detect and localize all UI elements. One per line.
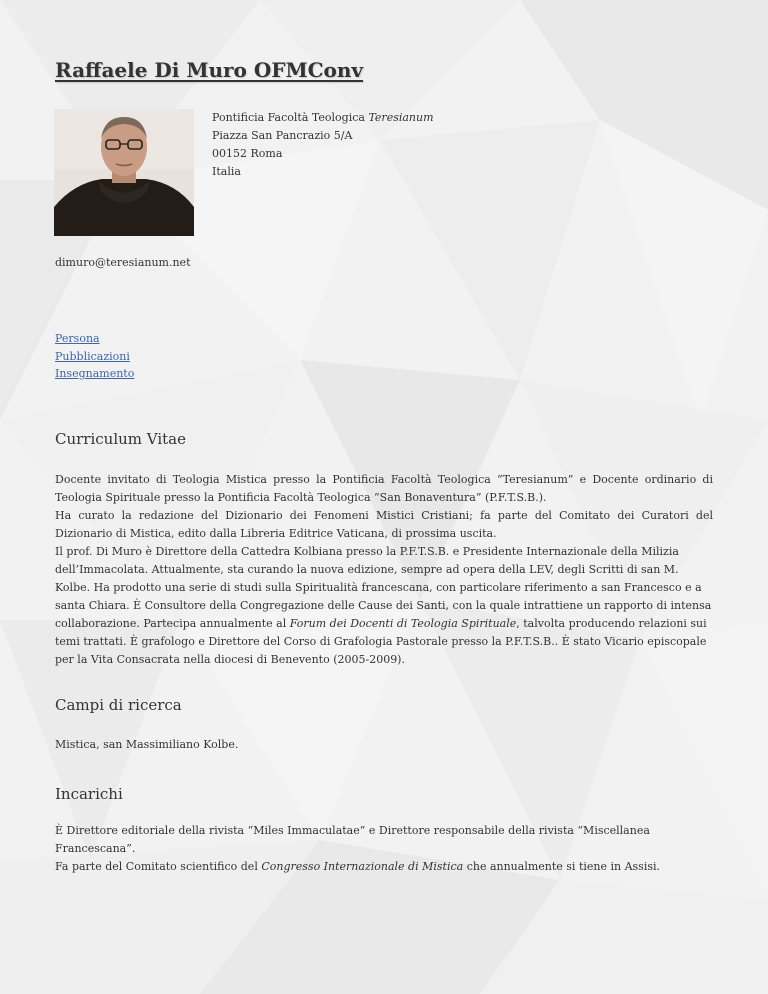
- cv-paragraph-1: Docente invitato di Teologia Mistica presso la Pontificia Facoltà Teologica “Teresianum” e Docente ordinario di Teologia Spirituale presso la Pontificia Facoltà Teologica “San Bonaventura” (P.F.T.S.B.).: [55, 473, 713, 504]
- profile-photo: [54, 109, 194, 236]
- cv-paragraph-3: Il prof. Di Muro è Direttore della Cattedra Kolbiana presso la P.F.T.S.B. e Presidente Internazionale della Milizia dell’Immacolata. Attualmente, sta curando la nuova edizione, sempre ad opera della LEV, degli Scritti di san M. Kolbe. Ha prodotto una serie di studi sulla Spiritualità francescana, con particolare riferimento a san Francesco e a santa Chiara. È Consultore della Congregazione delle Cause dei Santi, con la quale intrattiene un rapporto di intensa collaborazione. Partecipa annualmente al Forum dei Docenti di Teologia Spirituale, talvolta producendo relazioni sui temi trattati. È grafologo e Direttore del Corso di Grafologia Pastorale presso la P.F.T.S.B.. È stato Vicario episcopale per la Vita Consacrata nella diocesi di Benevento (2005-2009).: [55, 545, 712, 666]
- institution-name: Teresianum: [368, 111, 434, 124]
- city-line: 00152 Roma: [212, 147, 283, 160]
- page-title: Raffaele Di Muro OFMConv: [55, 58, 364, 82]
- roles-paragraph-2: Fa parte del Comitato scientifico del Congresso Internazionale di Mistica che annualmente si tiene in Assisi.: [55, 860, 660, 873]
- cv-text: [55, 471, 713, 669]
- institution-line: Pontificia Facoltà Teologica Teresianum: [212, 111, 434, 124]
- research-paragraph: Mistica, san Massimiliano Kolbe.: [55, 738, 239, 751]
- street-line: Piazza San Pancrazio 5/A: [212, 129, 353, 142]
- congress-title: Congresso Internazionale di Mistica: [261, 860, 464, 873]
- roles-paragraph-1: È Direttore editoriale della rivista “Miles Immaculatae” e Direttore responsabile della rivista “Miscellanea Francescana”.: [55, 824, 650, 855]
- research-text: [55, 736, 713, 754]
- section-title-roles: Incarichi: [55, 785, 123, 803]
- contact-address: [212, 109, 434, 181]
- forum-title: Forum dei Docenti di Teologia Spirituale: [289, 617, 517, 630]
- roles-text: [55, 822, 713, 876]
- nav-link-insegnamento[interactable]: Insegnamento: [55, 367, 135, 380]
- country-line: Italia: [212, 165, 241, 178]
- profile-nav: [55, 330, 134, 383]
- nav-link-persona[interactable]: Persona: [55, 332, 100, 345]
- nav-link-pubblicazioni[interactable]: Pubblicazioni: [55, 349, 130, 363]
- portrait-image: [54, 109, 194, 236]
- section-title-cv: Curriculum Vitae: [55, 430, 187, 448]
- cv-paragraph-2: Ha curato la redazione del Dizionario dei Fenomeni Mistici Cristiani; fa parte del Comitato dei Curatori del Dizionario di Mistica, edito dalla Libreria Editrice Vaticana, di prossima uscita.: [55, 509, 713, 540]
- section-title-research: Campi di ricerca: [55, 696, 182, 714]
- email-address: dimuro@teresianum.net: [55, 256, 191, 269]
